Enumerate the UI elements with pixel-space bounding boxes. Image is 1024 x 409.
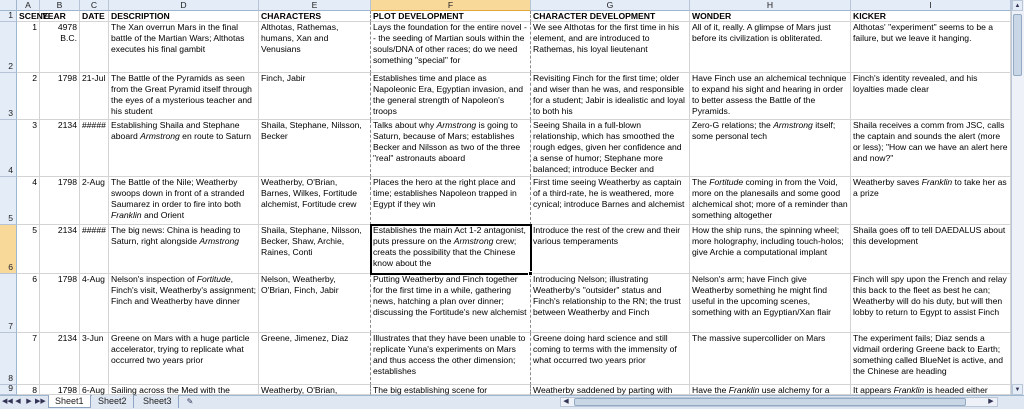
cell-a4[interactable]: 3 xyxy=(17,120,40,177)
header-cell-d[interactable]: DESCRIPTION xyxy=(109,11,259,22)
cell-e8[interactable]: Greene, Jimenez, Diaz xyxy=(259,333,371,385)
scroll-right-icon[interactable]: ▶ xyxy=(988,398,994,405)
cell-c4[interactable]: ##### xyxy=(80,120,109,177)
cell-h7[interactable]: Nelson's arm; have Finch give Weatherby something he might find useful in the upcoming scenes, something with an Egyptian/Xan flair xyxy=(690,274,851,333)
cell-e9[interactable]: Weatherby, O'Brian, xyxy=(259,385,371,395)
first-sheet-icon[interactable]: ◀◀ xyxy=(2,398,13,405)
fill-handle[interactable] xyxy=(528,271,533,276)
cell-g3[interactable]: Revisiting Finch for the first time; older and wiser than he was, and responsible for a student; Jabir is idealistic and loyal to both his xyxy=(531,73,690,120)
prev-sheet-icon[interactable]: ◀ xyxy=(15,398,21,405)
active-cell-selection xyxy=(370,224,532,275)
row-number: 9 xyxy=(8,383,13,393)
cell-d3[interactable]: The Battle of the Pyramids as seen from the Great Pyramid itself through the eyes of a mysterious teacher and his student xyxy=(109,73,259,120)
cell-d8[interactable]: Greene on Mars with a huge particle accelerator, trying to replicate what occurred two years prior xyxy=(109,333,259,385)
column-header-a[interactable]: A xyxy=(17,0,40,11)
insert-sheet-icon[interactable]: ✎ xyxy=(186,397,194,406)
cell-d6[interactable]: The big news: China is heading to Saturn, right alongside Armstrong xyxy=(109,225,259,274)
header-cell-c[interactable]: DATE xyxy=(80,11,109,22)
cell-i5[interactable]: Weatherby saves Franklin to take her as a prize xyxy=(851,177,1011,225)
cell-h6[interactable]: How the ship runs, the spinning wheel; more holography, including touch-holos; give Archie a computational implant xyxy=(690,225,851,274)
cell-d4[interactable]: Establishing Shaila and Stephane aboard Armstrong en route to Saturn xyxy=(109,120,259,177)
cell-i2[interactable]: Althotas' "experiment" seems to be a failure, but we leave it hanging. xyxy=(851,22,1011,73)
tab-sheet2[interactable]: Sheet2 xyxy=(92,395,134,408)
row-header-1[interactable] xyxy=(0,11,17,22)
cell-a8[interactable]: 7 xyxy=(17,333,40,385)
cell-f5[interactable]: Places the hero at the right place and time; establishes Napoleon trapped in Egypt if they win xyxy=(371,177,531,225)
cell-d9[interactable]: Sailing across the Med with the xyxy=(109,385,259,395)
cell-c7[interactable]: 4-Aug xyxy=(80,274,109,333)
cell-i8[interactable]: The experiment fails; Diaz sends a vidmail ordering Greene back to Earth; something called BlueNet is active, and the Chinese are heading xyxy=(851,333,1011,385)
cell-g5[interactable]: First time seeing Weatherby as captain of a third-rate, he is weathered, more cynical; introduce Barnes and alchemist xyxy=(531,177,690,225)
cell-b6[interactable]: 2134 xyxy=(40,225,80,274)
column-header-b[interactable]: B xyxy=(40,0,80,11)
row-number: 1 xyxy=(8,10,13,20)
row-number: 2 xyxy=(8,61,13,71)
header-cell-g[interactable]: CHARACTER DEVELOPMENT xyxy=(531,11,690,22)
tab-sheet1[interactable]: Sheet1 xyxy=(48,395,91,408)
column-header-f[interactable]: F xyxy=(371,0,531,11)
cell-h3[interactable]: Have Finch use an alchemical technique to expand his sight and hearing in order to better assess the Battle of the Pyramids. xyxy=(690,73,851,120)
row-number: 4 xyxy=(8,165,13,175)
column-header-h[interactable]: H xyxy=(690,0,851,11)
cell-g7[interactable]: Introducing Nelson; illustrating Weatherby's "outsider" status and Finch's relationship to the RN; the trust between Weatherby and Finch xyxy=(531,274,690,333)
scroll-up-icon[interactable]: ▲ xyxy=(1012,0,1023,11)
row-header-9[interactable] xyxy=(0,385,17,395)
next-sheet-icon[interactable]: ▶ xyxy=(26,398,32,405)
row-header-8[interactable] xyxy=(0,333,17,385)
cell-i7[interactable]: Finch will spy upon the French and relay this back to the fleet as best he can; Weatherby will do his duty, but will then lobby to return to Egypt to assist Finch xyxy=(851,274,1011,333)
cell-e6[interactable]: Shaila, Stephane, Nilsson, Becker, Shaw, Archie, Raines, Conti xyxy=(259,225,371,274)
cell-i9[interactable]: It appears Franklin is headed either xyxy=(851,385,1011,395)
cell-f6[interactable]: Establishes the main Act 1-2 antagonist, puts pressure on the Armstrong crew; creats the possibility that the Chinese know about the xyxy=(371,225,531,274)
cell-f8[interactable]: Illustrates that they have been unable to replicate Yuna's experiments on Mars and thus access the other dimension; establishes xyxy=(371,333,531,385)
row-header-2[interactable] xyxy=(0,22,17,73)
horizontal-scroll-thumb[interactable] xyxy=(574,398,966,406)
cell-b9[interactable]: 1798 xyxy=(40,385,80,395)
cell-b2[interactable]: 4978 B.C. xyxy=(40,22,80,73)
row-header-7[interactable] xyxy=(0,274,17,333)
cell-f7[interactable]: Putting Weatherby and Finch together for the first time in a while, gathering news, hatching a plan over dinner; discussing the Fortitude's new alchemist xyxy=(371,274,531,333)
cell-f4[interactable]: Talks about why Armstrong is going to Saturn, because of Mars; establishes Becker and Nilsson as two of the three "real" astronauts aboard xyxy=(371,120,531,177)
cell-b3[interactable]: 1798 xyxy=(40,73,80,120)
cell-f2[interactable]: Lays the foundation for the entire novel -- the seeding of Martian souls within the souls/DNA of other races; do we need something "special" for xyxy=(371,22,531,73)
row-number: 5 xyxy=(8,213,13,223)
cell-a5[interactable]: 4 xyxy=(17,177,40,225)
cell-c3[interactable]: 21-Jul xyxy=(80,73,109,120)
scroll-left-icon[interactable]: ◀ xyxy=(563,398,569,405)
cell-a2[interactable]: 1 xyxy=(17,22,40,73)
cell-c5[interactable]: 2-Aug xyxy=(80,177,109,225)
vertical-scroll-thumb[interactable] xyxy=(1013,14,1022,76)
cell-a9[interactable]: 8 xyxy=(17,385,40,395)
cell-e4[interactable]: Shaila, Stephane, Nilsson, Becker xyxy=(259,120,371,177)
cell-g9[interactable]: Weatherby saddened by parting with xyxy=(531,385,690,395)
cell-b5[interactable]: 1798 xyxy=(40,177,80,225)
cell-d5[interactable]: The Battle of the Nile; Weatherby swoops down in front of a stranded Saumarez in order to fire into both Franklin and Orient xyxy=(109,177,259,225)
column-header-c[interactable]: C xyxy=(80,0,109,11)
cell-h2[interactable]: All of it, really. A glimpse of Mars just before its civilization is obliterated. xyxy=(690,22,851,73)
cell-c6[interactable]: ##### xyxy=(80,225,109,274)
cell-c9[interactable]: 6-Aug xyxy=(80,385,109,395)
cell-c2[interactable] xyxy=(80,22,109,73)
cell-c8[interactable]: 3-Jun xyxy=(80,333,109,385)
column-header-i[interactable]: I xyxy=(851,0,1011,11)
cell-e2[interactable]: Althotas, Rathemas, humans, Xan and Venusians xyxy=(259,22,371,73)
tab-sheet3[interactable]: Sheet3 xyxy=(137,395,179,408)
cell-h4[interactable]: Zero-G relations; the Armstrong itself; some personal tech xyxy=(690,120,851,177)
cell-h9[interactable]: Have the Franklin use alchemy for a xyxy=(690,385,851,395)
column-header-g[interactable]: G xyxy=(531,0,690,11)
cell-b7[interactable]: 1798 xyxy=(40,274,80,333)
header-cell-i[interactable]: KICKER xyxy=(851,11,1011,22)
cell-a3[interactable]: 2 xyxy=(17,73,40,120)
cell-d7[interactable]: Nelson's inspection of Fortitude, Finch's visit, Weatherby's assignment; Finch and Weatherby have dinner xyxy=(109,274,259,333)
header-cell-e[interactable]: CHARACTERS xyxy=(259,11,371,22)
cell-h8[interactable]: The massive supercollider on Mars xyxy=(690,333,851,385)
cell-g2[interactable]: We see Althotas for the first time in his element, and are introduced to Rathemas, his loyal lieutenant xyxy=(531,22,690,73)
cell-e7[interactable]: Nelson, Weatherby, O'Brian, Finch, Jabir xyxy=(259,274,371,333)
row-header-4[interactable] xyxy=(0,120,17,177)
cell-g4[interactable]: Seeing Shaila in a full-blown relationship, which has smoothed the rough edges, given her confidence and a sense of humor; Stephane more balanced; introduce Becker and xyxy=(531,120,690,177)
cell-b4[interactable]: 2134 xyxy=(40,120,80,177)
last-sheet-icon[interactable]: ▶▶ xyxy=(35,398,46,405)
cell-i6[interactable]: Shaila goes off to tell DAEDALUS about this development xyxy=(851,225,1011,274)
cell-g8[interactable]: Greene doing hard science and still coming to terms with the immensity of what occurred two years prior xyxy=(531,333,690,385)
cell-b8[interactable]: 2134 xyxy=(40,333,80,385)
cell-h5[interactable]: The Fortitude coming in from the Void, more on the planesails and some good alchemical shot; more of a reminder than something altogether xyxy=(690,177,851,225)
cell-d2[interactable]: The Xan overrun Mars in the final battle of the Martian Wars; Althotas executes his final gambit xyxy=(109,22,259,73)
row-header-5[interactable] xyxy=(0,177,17,225)
cell-a7[interactable]: 6 xyxy=(17,274,40,333)
cell-a6[interactable]: 5 xyxy=(17,225,40,274)
row-header-3[interactable] xyxy=(0,73,17,120)
cell-i4[interactable]: Shaila receives a comm from JSC, calls the captain and sounds the alert (more or less); "How can we have an alert here and now?" xyxy=(851,120,1011,177)
header-cell-b[interactable]: YEAR xyxy=(40,11,80,22)
row-number: 6 xyxy=(8,262,13,272)
cell-f9[interactable]: The big establishing scene for xyxy=(371,385,531,395)
row-number: 8 xyxy=(8,373,13,383)
cell-i3[interactable]: Finch's identity revealed, and his loyalties made clear xyxy=(851,73,1011,120)
column-header-e[interactable]: E xyxy=(259,0,371,11)
header-cell-a[interactable]: SCENE xyxy=(19,11,49,21)
cell-g6[interactable]: Introduce the rest of the crew and their various temperaments xyxy=(531,225,690,274)
header-cell-h[interactable]: WONDER xyxy=(690,11,851,22)
cell-f3[interactable]: Establishes time and place as Napoleonic Era, Egyptian invasion, and the general strength of Napoleon's troops xyxy=(371,73,531,120)
cell-e5[interactable]: Weatherby, O'Brian, Barnes, Wilkes, Fortitude alchemist, Fortitude crew xyxy=(259,177,371,225)
scroll-down-icon[interactable]: ▼ xyxy=(1012,384,1023,395)
column-header-d[interactable]: D xyxy=(109,0,259,11)
row-header-6[interactable] xyxy=(0,225,17,274)
row-number: 3 xyxy=(8,108,13,118)
header-cell-f[interactable]: PLOT DEVELOPMENT xyxy=(371,11,531,22)
cell-e3[interactable]: Finch, Jabir xyxy=(259,73,371,120)
row-number: 7 xyxy=(8,321,13,331)
